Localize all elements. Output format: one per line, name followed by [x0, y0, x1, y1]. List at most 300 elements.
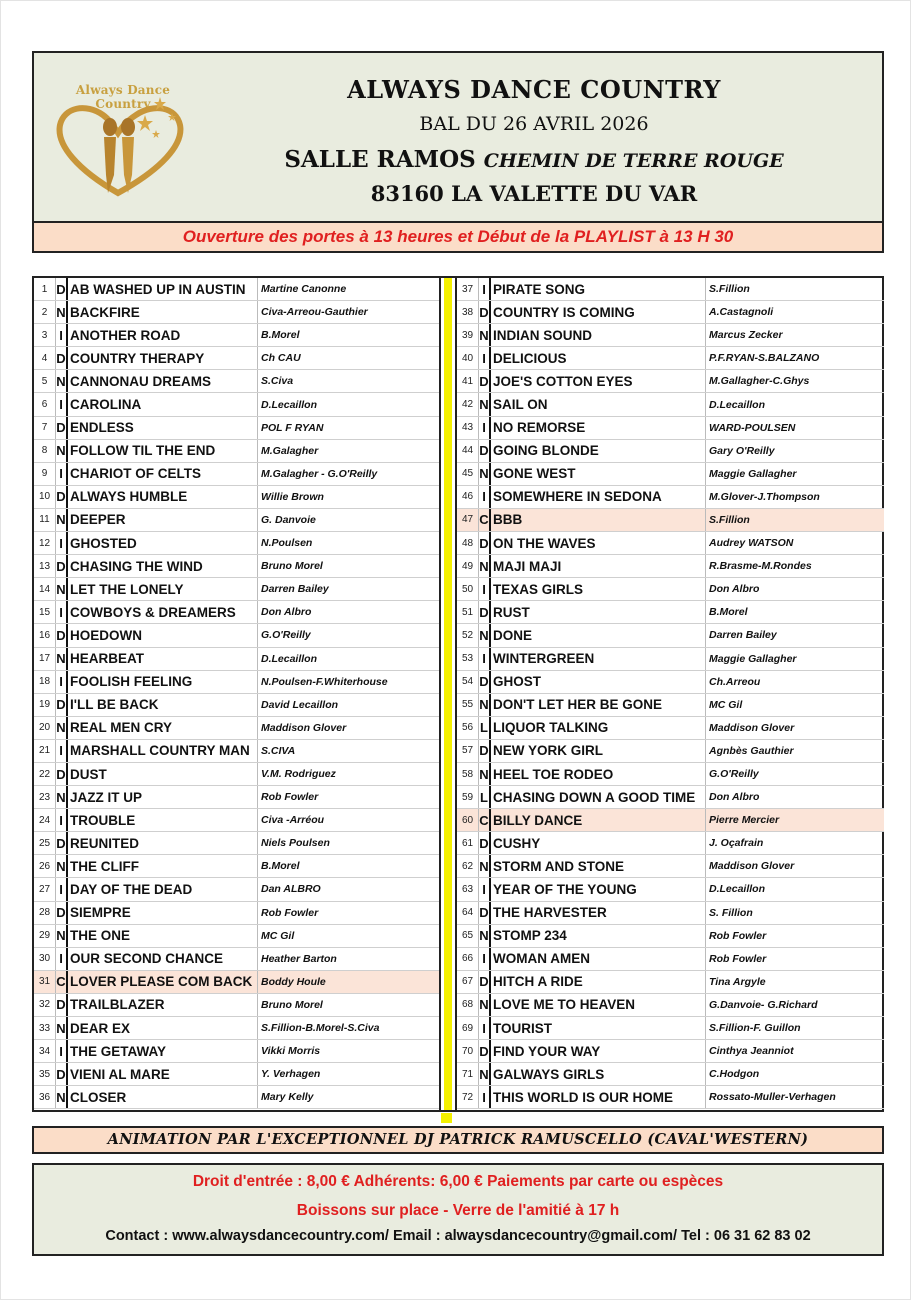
dance-title: CHARIOT OF CELTS — [68, 463, 258, 485]
table-row — [457, 763, 884, 786]
table-row — [34, 555, 439, 578]
column-divider — [439, 278, 457, 1110]
dance-type: I — [56, 878, 68, 900]
dance-title: NO REMORSE — [491, 417, 706, 439]
table-row — [457, 786, 884, 809]
dance-type: I — [56, 393, 68, 415]
table-row — [34, 786, 439, 809]
dance-number: 31 — [34, 971, 56, 993]
table-row — [34, 648, 439, 671]
dance-type: D — [56, 902, 68, 924]
table-row — [34, 832, 439, 855]
dance-type: D — [479, 971, 491, 993]
dance-number: 68 — [457, 994, 479, 1016]
table-row — [457, 463, 884, 486]
dance-number: 27 — [34, 878, 56, 900]
playlist-column-right — [457, 278, 884, 1109]
table-row — [34, 1017, 439, 1040]
dance-type: D — [56, 417, 68, 439]
dance-title: JOE'S COTTON EYES — [491, 370, 706, 392]
dance-type: I — [479, 1017, 491, 1039]
dance-type: D — [479, 370, 491, 392]
dance-title: SAIL ON — [491, 393, 706, 415]
choreographer: S.Civa — [261, 375, 294, 388]
dance-number: 35 — [34, 1063, 56, 1085]
event-venue — [184, 146, 884, 173]
table-row — [34, 278, 439, 301]
table-row — [457, 671, 884, 694]
choreographer: Civa -Arréou — [261, 814, 325, 827]
table-row — [457, 601, 884, 624]
playlist-column-left — [34, 278, 439, 1109]
table-row — [457, 717, 884, 740]
dance-type: D — [56, 624, 68, 646]
choreographer: Maddison Glover — [709, 860, 795, 873]
dance-title: COWBOYS & DREAMERS — [68, 601, 258, 623]
choreographer: M.Gallagher-C.Ghys — [709, 375, 810, 388]
dance-type: N — [479, 393, 491, 415]
dance-number: 72 — [457, 1086, 479, 1108]
dance-type: D — [479, 902, 491, 924]
dance-number: 1 — [34, 278, 56, 300]
choreographer: J. Oçafrain — [709, 837, 764, 850]
dance-title: STOMP 234 — [491, 925, 706, 947]
table-row — [457, 740, 884, 763]
dance-title: DEEPER — [68, 509, 258, 531]
animation-banner: ANIMATION PAR L'EXCEPTIONNEL DJ PATRICK RAMUSCELLO (CAVAL'WESTERN) — [32, 1126, 884, 1154]
dance-title: OUR SECOND CHANCE — [68, 948, 258, 970]
dance-type: N — [56, 440, 68, 462]
table-row — [457, 1040, 884, 1063]
table-row — [34, 925, 439, 948]
choreographer: Maddison Glover — [709, 721, 795, 734]
dance-number: 52 — [457, 624, 479, 646]
header — [32, 51, 884, 223]
dance-title: DEAR EX — [68, 1017, 258, 1039]
table-row — [34, 486, 439, 509]
dance-title: FOOLISH FEELING — [68, 671, 258, 693]
dance-type: N — [56, 1086, 68, 1108]
choreographer: Ch CAU — [261, 352, 301, 365]
table-row — [34, 671, 439, 694]
dance-type: D — [56, 555, 68, 577]
choreographer: B.Morel — [261, 860, 300, 873]
table-row — [457, 1086, 884, 1109]
choreographer: G. Danvoie — [261, 513, 316, 526]
dance-number: 23 — [34, 786, 56, 808]
table-row — [34, 370, 439, 393]
table-row — [34, 763, 439, 786]
dance-title: HOEDOWN — [68, 624, 258, 646]
choreographer: Darren Bailey — [709, 629, 777, 642]
dance-title: GOING BLONDE — [491, 440, 706, 462]
dance-number: 47 — [457, 509, 479, 531]
choreographer: R.Brasme-M.Rondes — [709, 560, 812, 573]
dance-title: JAZZ IT UP — [68, 786, 258, 808]
dance-number: 67 — [457, 971, 479, 993]
dance-type: D — [56, 994, 68, 1016]
choreographer: Maddison Glover — [261, 721, 347, 734]
choreographer: Cinthya Jeanniot — [709, 1045, 794, 1058]
event-date: BAL DU 26 AVRIL 2026 — [419, 113, 649, 135]
event-city: 83160 LA VALETTE DU VAR — [370, 181, 698, 206]
dance-number: 58 — [457, 763, 479, 785]
choreographer: B.Morel — [261, 329, 300, 342]
dance-title: FOLLOW TIL THE END — [68, 440, 258, 462]
dance-number: 11 — [34, 509, 56, 531]
dance-number: 29 — [34, 925, 56, 947]
choreographer: Don Albro — [709, 791, 760, 804]
choreographer: Don Albro — [261, 606, 312, 619]
dance-type: N — [479, 994, 491, 1016]
dance-number: 54 — [457, 671, 479, 693]
dance-title: COUNTRY IS COMING — [491, 301, 706, 323]
choreographer: Heather Barton — [261, 952, 337, 965]
choreographer: Bruno Morel — [261, 998, 323, 1011]
dance-title: MARSHALL COUNTRY MAN — [68, 740, 258, 762]
yellow-stripe-stub — [441, 1113, 452, 1123]
dance-number: 45 — [457, 463, 479, 485]
dance-number: 61 — [457, 832, 479, 854]
venue-road: CHEMIN DE TERRE ROUGE — [483, 150, 784, 172]
dance-type: D — [56, 1063, 68, 1085]
dance-title: LOVE ME TO HEAVEN — [491, 994, 706, 1016]
table-row — [34, 994, 439, 1017]
dance-type: I — [56, 809, 68, 831]
choreographer: MC Gil — [261, 929, 295, 942]
table-row — [457, 994, 884, 1017]
dance-title: TROUBLE — [68, 809, 258, 831]
choreographer: Ch.Arreou — [709, 675, 761, 688]
dance-number: 56 — [457, 717, 479, 739]
drinks-info: Boissons sur place - Verre de l'amitié à 17 h — [296, 1202, 620, 1219]
dance-title: BACKFIRE — [68, 301, 258, 323]
dance-title: CAROLINA — [68, 393, 258, 415]
dance-type: I — [56, 463, 68, 485]
dance-title: THE GETAWAY — [68, 1040, 258, 1062]
dance-number: 24 — [34, 809, 56, 831]
choreographer: G.O'Reilly — [261, 629, 311, 642]
dance-title: ON THE WAVES — [491, 532, 706, 554]
choreographer: Rob Fowler — [261, 906, 319, 919]
table-row — [457, 648, 884, 671]
playlist-table — [32, 276, 884, 1112]
dance-title: WOMAN AMEN — [491, 948, 706, 970]
dance-type: N — [479, 624, 491, 646]
choreographer: Gary O'Reilly — [709, 444, 775, 457]
dance-type: N — [479, 324, 491, 346]
choreographer: Dan ALBRO — [261, 883, 321, 896]
table-row — [457, 855, 884, 878]
dance-title: DELICIOUS — [491, 347, 706, 369]
choreographer: Rossato-Muller-Verhagen — [709, 1091, 836, 1104]
dance-type: D — [479, 440, 491, 462]
choreographer: Willie Brown — [261, 490, 324, 503]
dance-number: 20 — [34, 717, 56, 739]
table-row — [34, 463, 439, 486]
dance-title: HEEL TOE RODEO — [491, 763, 706, 785]
entry-price: Droit d'entrée : 8,00 € Adhérents: 6,00 € Paiements par carte ou espèces — [192, 1173, 724, 1190]
choreographer: N.Poulsen-F.Whiterhouse — [261, 675, 388, 688]
dance-number: 7 — [34, 417, 56, 439]
dance-title: LOVER PLEASE COM BACK — [68, 971, 258, 993]
table-row — [457, 902, 884, 925]
choreographer: P.F.RYAN-S.BALZANO — [709, 352, 820, 365]
dance-type: N — [56, 786, 68, 808]
dance-number: 32 — [34, 994, 56, 1016]
table-row — [457, 370, 884, 393]
dance-number: 36 — [34, 1086, 56, 1108]
table-row — [34, 417, 439, 440]
dance-type: D — [479, 301, 491, 323]
dance-number: 34 — [34, 1040, 56, 1062]
dance-type: D — [56, 278, 68, 300]
choreographer: S.CIVA — [261, 744, 296, 757]
table-row — [34, 1086, 439, 1109]
table-row — [34, 717, 439, 740]
dance-type: N — [56, 855, 68, 877]
table-row — [457, 440, 884, 463]
dance-number: 53 — [457, 648, 479, 670]
opening-banner: Ouverture des portes à 13 heures et Début de la PLAYLIST à 13 H 30 — [32, 223, 884, 253]
choreographer: S.Fillion-B.Morel-S.Civa — [261, 1022, 380, 1035]
dance-type: I — [479, 948, 491, 970]
choreographer: B.Morel — [709, 606, 748, 619]
dance-number: 26 — [34, 855, 56, 877]
table-row — [457, 578, 884, 601]
table-row — [34, 948, 439, 971]
dance-number: 37 — [457, 278, 479, 300]
table-row — [34, 1063, 439, 1086]
dance-type: D — [56, 832, 68, 854]
table-row — [34, 694, 439, 717]
dance-type: D — [479, 832, 491, 854]
dance-number: 50 — [457, 578, 479, 600]
dance-type: D — [56, 347, 68, 369]
dance-type: D — [479, 532, 491, 554]
dance-title: COUNTRY THERAPY — [68, 347, 258, 369]
dance-title: GHOST — [491, 671, 706, 693]
choreographer: D.Lecaillon — [709, 883, 766, 896]
table-row — [457, 971, 884, 994]
dance-type: L — [479, 717, 491, 739]
dance-number: 57 — [457, 740, 479, 762]
dance-title: DAY OF THE DEAD — [68, 878, 258, 900]
footer — [32, 1163, 884, 1256]
dance-type: N — [56, 301, 68, 323]
dance-title: SIEMPRE — [68, 902, 258, 924]
dance-number: 6 — [34, 393, 56, 415]
dance-type: D — [479, 601, 491, 623]
dance-title: LET THE LONELY — [68, 578, 258, 600]
dance-number: 41 — [457, 370, 479, 392]
dance-title: DONE — [491, 624, 706, 646]
dance-title: I'LL BE BACK — [68, 694, 258, 716]
table-row — [457, 301, 884, 324]
choreographer: Martine Canonne — [261, 283, 347, 296]
dance-title: CUSHY — [491, 832, 706, 854]
dance-title: ENDLESS — [68, 417, 258, 439]
table-row — [457, 624, 884, 647]
table-row — [34, 324, 439, 347]
dance-number: 69 — [457, 1017, 479, 1039]
choreographer: Tina Argyle — [709, 975, 766, 988]
dance-number: 17 — [34, 648, 56, 670]
dance-title: DUST — [68, 763, 258, 785]
choreographer: G.O'Reilly — [709, 768, 759, 781]
choreographer: Y. Verhagen — [261, 1068, 321, 1081]
dance-type: N — [56, 717, 68, 739]
choreographer: Rob Fowler — [709, 952, 767, 965]
dance-title: THE ONE — [68, 925, 258, 947]
dance-title: BBB — [491, 509, 706, 531]
dance-title: AB WASHED UP IN AUSTIN — [68, 278, 258, 300]
dance-type: I — [479, 417, 491, 439]
dance-title: CANNONAU DREAMS — [68, 370, 258, 392]
dance-number: 13 — [34, 555, 56, 577]
dance-type: C — [479, 809, 491, 831]
choreographer: Marcus Zecker — [709, 329, 783, 342]
dance-title: NEW YORK GIRL — [491, 740, 706, 762]
dance-title: REUNITED — [68, 832, 258, 854]
dance-number: 9 — [34, 463, 56, 485]
table-row — [457, 694, 884, 717]
choreographer: N.Poulsen — [261, 537, 313, 550]
choreographer: V.M. Rodriguez — [261, 768, 336, 781]
table-row — [34, 347, 439, 370]
dance-number: 63 — [457, 878, 479, 900]
dance-type: N — [479, 855, 491, 877]
choreographer: D.Lecaillon — [261, 652, 318, 665]
table-row — [457, 278, 884, 301]
choreographer: Maggie Gallagher — [709, 652, 797, 665]
dance-title: GALWAYS GIRLS — [491, 1063, 706, 1085]
dance-type: N — [479, 1063, 491, 1085]
dance-type: D — [479, 740, 491, 762]
dance-type: I — [56, 948, 68, 970]
dance-number: 28 — [34, 902, 56, 924]
dance-type: N — [479, 694, 491, 716]
dance-title: INDIAN SOUND — [491, 324, 706, 346]
choreographer: Mary Kelly — [261, 1091, 314, 1104]
dance-number: 71 — [457, 1063, 479, 1085]
table-row — [457, 925, 884, 948]
dance-type: D — [56, 694, 68, 716]
logo-text: Always Dance Country — [75, 83, 171, 111]
choreographer: S.Fillion — [709, 283, 750, 296]
event-title: ALWAYS DANCE COUNTRY — [347, 75, 721, 104]
dance-type: N — [56, 509, 68, 531]
choreographer: MC Gil — [709, 698, 743, 711]
dance-number: 49 — [457, 555, 479, 577]
table-row — [34, 301, 439, 324]
dance-number: 18 — [34, 671, 56, 693]
dance-number: 65 — [457, 925, 479, 947]
table-row — [457, 878, 884, 901]
dance-type: D — [479, 671, 491, 693]
dance-type: I — [56, 1040, 68, 1062]
dance-number: 16 — [34, 624, 56, 646]
dance-type: N — [479, 763, 491, 785]
dance-title: THE CLIFF — [68, 855, 258, 877]
choreographer: Audrey WATSON — [709, 537, 794, 550]
choreographer: Bruno Morel — [261, 560, 323, 573]
table-row — [457, 832, 884, 855]
dance-number: 38 — [457, 301, 479, 323]
dance-number: 39 — [457, 324, 479, 346]
dance-number: 2 — [34, 301, 56, 323]
dance-type: I — [56, 532, 68, 554]
table-row — [34, 578, 439, 601]
table-row — [34, 809, 439, 832]
dance-type: N — [56, 370, 68, 392]
dance-title: CHASING THE WIND — [68, 555, 258, 577]
table-row — [34, 971, 439, 994]
choreographer: S.Fillion-F. Guillon — [709, 1022, 801, 1035]
dance-number: 14 — [34, 578, 56, 600]
dance-number: 19 — [34, 694, 56, 716]
table-row — [457, 347, 884, 370]
choreographer: S.Fillion — [709, 513, 750, 526]
choreographer: D.Lecaillon — [709, 398, 766, 411]
choreographer: David Lecaillon — [261, 698, 339, 711]
dance-title: PIRATE SONG — [491, 278, 706, 300]
dance-title: VIENI AL MARE — [68, 1063, 258, 1085]
dance-type: I — [479, 278, 491, 300]
dance-type: I — [56, 740, 68, 762]
table-row — [34, 532, 439, 555]
dance-type: N — [479, 463, 491, 485]
dance-number: 25 — [34, 832, 56, 854]
table-row — [457, 486, 884, 509]
table-row — [34, 878, 439, 901]
dance-number: 33 — [34, 1017, 56, 1039]
dance-number: 3 — [34, 324, 56, 346]
table-row — [457, 324, 884, 347]
dance-number: 64 — [457, 902, 479, 924]
dance-type: C — [56, 971, 68, 993]
dance-number: 42 — [457, 393, 479, 415]
table-row — [34, 902, 439, 925]
dance-type: I — [479, 878, 491, 900]
dance-number: 66 — [457, 948, 479, 970]
choreographer: Vikki Morris — [261, 1045, 321, 1058]
dance-type: L — [479, 786, 491, 808]
yellow-stripe — [444, 278, 452, 1110]
dance-number: 55 — [457, 694, 479, 716]
dance-title: FIND YOUR WAY — [491, 1040, 706, 1062]
dance-title: RUST — [491, 601, 706, 623]
dance-number: 15 — [34, 601, 56, 623]
dance-number: 4 — [34, 347, 56, 369]
dance-type: I — [56, 671, 68, 693]
choreographer: Niels Poulsen — [261, 837, 330, 850]
choreographer: Rob Fowler — [709, 929, 767, 942]
dance-number: 51 — [457, 601, 479, 623]
dance-title: TEXAS GIRLS — [491, 578, 706, 600]
dance-type: I — [56, 324, 68, 346]
dance-type: I — [479, 578, 491, 600]
choreographer: Pierre Mercier — [709, 814, 780, 827]
dance-title: LIQUOR TALKING — [491, 717, 706, 739]
table-row — [457, 1063, 884, 1086]
dance-number: 21 — [34, 740, 56, 762]
table-row — [457, 555, 884, 578]
table-row — [457, 393, 884, 416]
table-row — [34, 393, 439, 416]
table-row — [457, 532, 884, 555]
dance-type: N — [479, 925, 491, 947]
